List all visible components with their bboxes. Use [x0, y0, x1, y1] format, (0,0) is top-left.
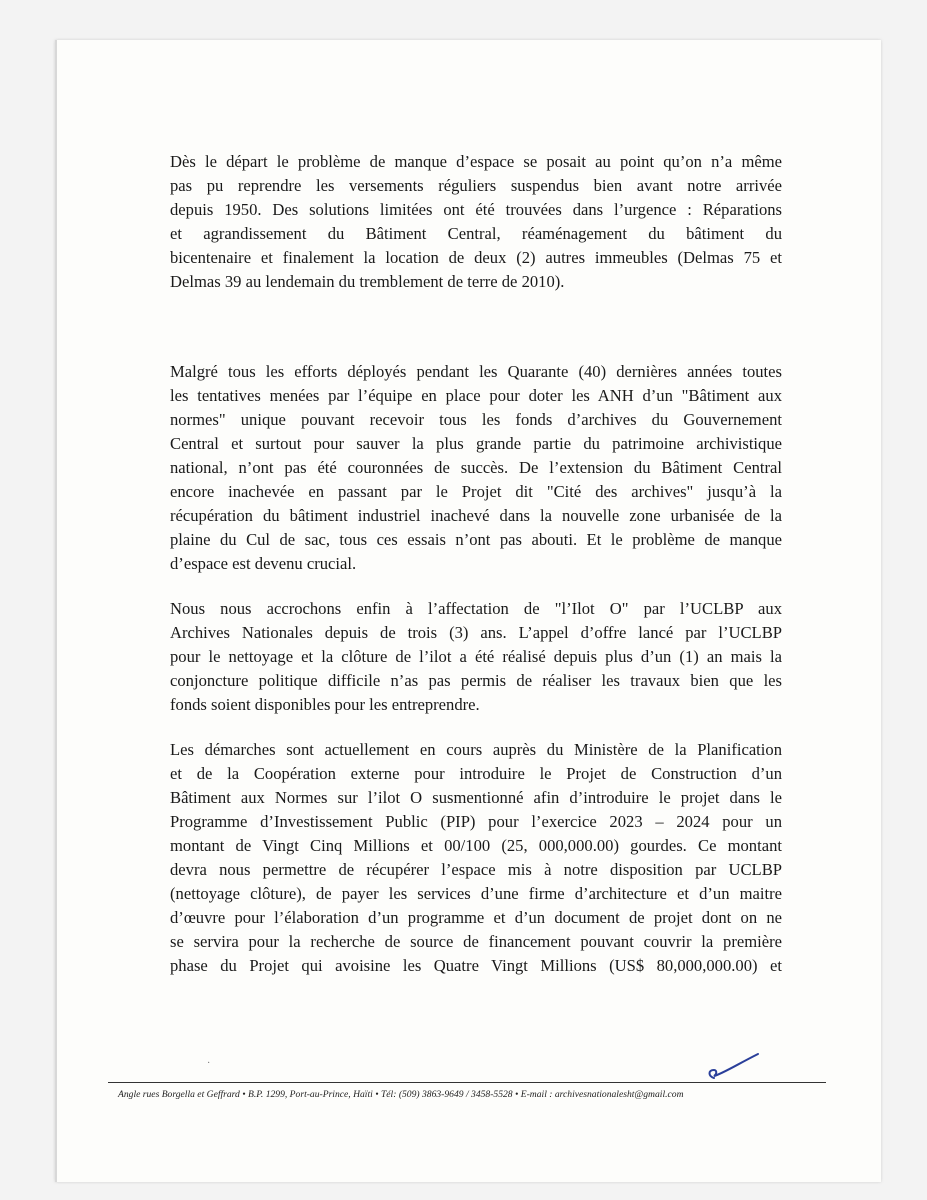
footer-address: Angle rues Borgella et Geffrard • B.P. 1299, Port-au-Prince, Haïti • Tél: (509) 3863-9649 / 3458-5528 • E-mail : archivesnationalesht@gmail.com [118, 1089, 684, 1100]
scan-speck: · [207, 1058, 211, 1069]
paragraph-1 [170, 150, 782, 294]
text-line: pas pu reprendre les versements réguliers suspendus bien avant notre arrivée [170, 176, 782, 195]
text-line: pour le nettoyage et la clôture de l’ilot a été réalisé depuis plus d’un (1) an mais la [170, 647, 782, 666]
text-line: Nous nous accrochons enfin à l’affectation de "l’Ilot O" par l’UCLBP aux [170, 599, 782, 618]
text-line: encore inachevée en passant par le Projet dit "Cité des archives" jusqu’à la [170, 482, 782, 501]
text-line: Archives Nationales depuis de trois (3) ans. L’appel d’offre lancé par l’UCLBP [170, 623, 782, 642]
footer-divider [108, 1082, 826, 1083]
text-line: fonds soient disponibles pour les entreprendre. [170, 695, 480, 714]
page-edge [55, 40, 57, 1182]
text-line: normes" unique pouvant recevoir tous les fonds d’archives du Gouvernement [170, 410, 782, 429]
text-line: et agrandissement du Bâtiment Central, réaménagement du bâtiment du [170, 224, 782, 243]
text-line: et de la Coopération externe pour introduire le Projet de Construction d’un [170, 764, 782, 783]
text-line: Programme d’Investissement Public (PIP) pour l’exercice 2023 – 2024 pour un [170, 812, 782, 831]
text-line: bicentenaire et finalement la location de deux (2) autres immeubles (Delmas 75 et [170, 248, 782, 267]
paragraph-4 [170, 738, 782, 978]
text-line: phase du Projet qui avoisine les Quatre Vingt Millions (US$ 80,000,000.00) et [170, 956, 782, 975]
text-line: Central et surtout pour sauver la plus grande partie du patrimoine archivistique [170, 434, 782, 453]
text-line: se servira pour la recherche de source de financement pouvant couvrir la première [170, 932, 782, 951]
text-line: devra nous permettre de récupérer l’espace mis à notre disposition par UCLBP [170, 860, 782, 879]
text-line: récupération du bâtiment industriel inachevé dans la nouvelle zone urbanisée de la [170, 506, 782, 525]
text-line: Les démarches sont actuellement en cours auprès du Ministère de la Planification [170, 740, 782, 759]
text-line: conjoncture politique difficile n’as pas permis de réaliser les travaux bien que les [170, 671, 782, 690]
text-line: Dès le départ le problème de manque d’espace se posait au point qu’on n’a même [170, 152, 782, 171]
paragraph-3 [170, 597, 782, 717]
text-line: depuis 1950. Des solutions limitées ont été trouvées dans l’urgence : Réparations [170, 200, 782, 219]
paragraph-2 [170, 360, 782, 576]
text-line: (nettoyage clôture), de payer les services d’une firme d’architecture et d’un maitre [170, 884, 782, 903]
text-line: montant de Vingt Cinq Millions et 00/100 (25, 000,000.00) gourdes. Ce montant [170, 836, 782, 855]
text-line: Bâtiment aux Normes sur l’ilot O susmentionné afin d’introduire le projet dans le [170, 788, 782, 807]
text-line: Malgré tous les efforts déployés pendant les Quarante (40) dernières années toutes [170, 362, 782, 381]
text-line: national, n’ont pas été couronnées de succès. De l’extension du Bâtiment Central [170, 458, 782, 477]
text-line: les tentatives menées par l’équipe en place pour doter les ANH d’un "Bâtiment aux [170, 386, 782, 405]
text-line: d’œuvre pour l’élaboration d’un programme et d’un document de projet dont on ne [170, 908, 782, 927]
text-line: Delmas 39 au lendemain du tremblement de terre de 2010). [170, 272, 565, 291]
text-line: plaine du Cul de sac, tous ces essais n’ont pas abouti. Et le problème de manque [170, 530, 782, 549]
text-line: d’espace est devenu crucial. [170, 554, 357, 573]
signature-mark-icon [700, 1050, 770, 1086]
